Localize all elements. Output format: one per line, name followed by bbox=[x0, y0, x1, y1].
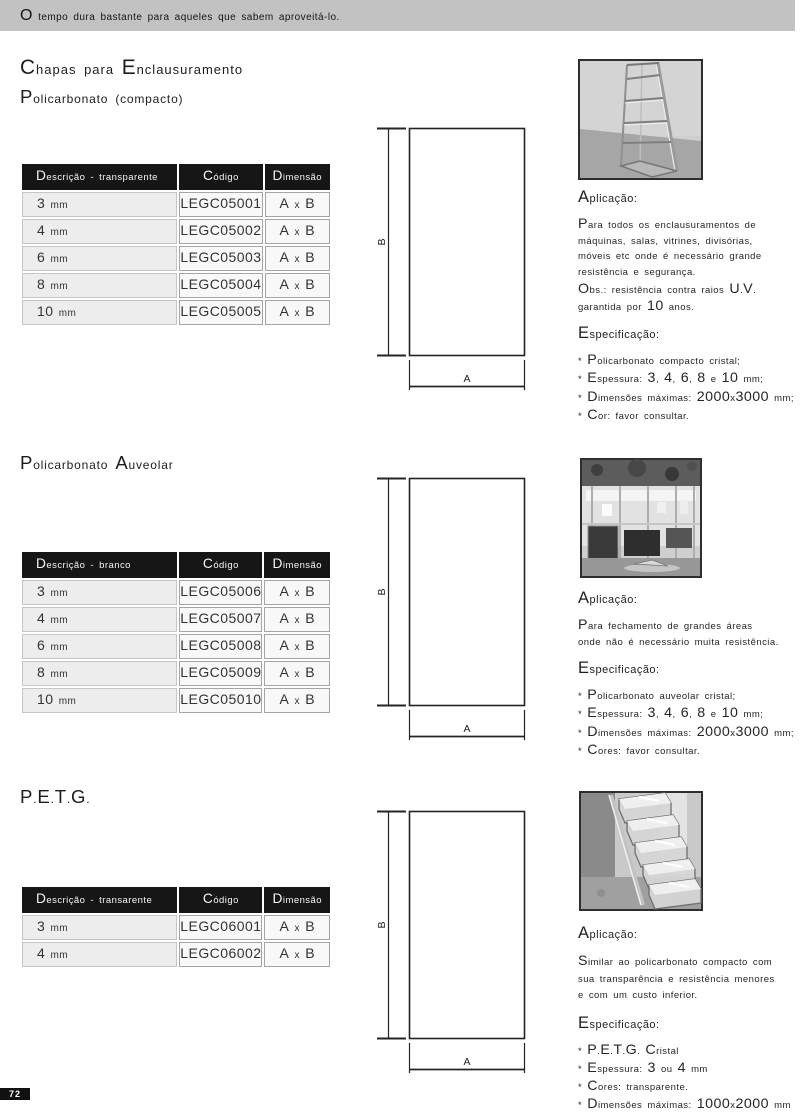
product-photo-enclosure bbox=[580, 458, 702, 578]
column-header-description: Descrição - branco bbox=[22, 552, 177, 578]
diagram-label-a: A bbox=[463, 373, 471, 385]
cell-description: 3 mm bbox=[22, 192, 177, 217]
cell-dimension: A x B bbox=[265, 192, 330, 217]
column-header-dimension: Dimensão bbox=[264, 552, 330, 578]
section-info-compacto bbox=[578, 188, 810, 425]
application-line: onde não é necessário muita resistência. bbox=[578, 636, 779, 648]
column-header-code: Código bbox=[179, 164, 262, 190]
table-header-row bbox=[22, 887, 330, 913]
application-title: Aplicação: bbox=[578, 188, 638, 206]
cell-code: LEGC05002 bbox=[179, 219, 262, 244]
cell-code: LEGC05006 bbox=[179, 580, 262, 605]
cell-code: LEGC05005 bbox=[179, 300, 262, 325]
cell-dimension: A x B bbox=[264, 634, 330, 659]
cell-code: LEGC05004 bbox=[179, 273, 262, 298]
dimension-diagram bbox=[370, 803, 530, 1078]
quote-bar bbox=[0, 0, 795, 31]
spec-item: * Espessura: 3, 4, 6, 8 e 10 mm; bbox=[578, 370, 764, 387]
cell-description: 10 mm bbox=[22, 688, 177, 713]
spec-item: * Dimensões máximas: 2000x3000 mm; bbox=[578, 723, 794, 740]
cell-description: 4 mm bbox=[22, 607, 177, 632]
column-header-description: Descrição - transarente bbox=[22, 887, 177, 913]
diagram-label-a: A bbox=[463, 1056, 471, 1068]
cell-description: 4 mm bbox=[22, 219, 177, 244]
product-table-petg bbox=[20, 885, 332, 969]
column-header-dimension: Dimensão bbox=[265, 164, 330, 190]
table-row bbox=[22, 661, 330, 686]
specification-title: Especificação: bbox=[578, 324, 660, 342]
application-line: sua transparência e resistência menores bbox=[578, 973, 775, 985]
spec-item: * Cores: favor consultar. bbox=[578, 741, 701, 758]
cell-dimension: A x B bbox=[264, 942, 330, 967]
diagram-label-b: B bbox=[376, 588, 388, 596]
cell-code: LEGC05010 bbox=[179, 688, 262, 713]
cell-code: LEGC05003 bbox=[179, 246, 262, 271]
product-photo-display-rack bbox=[578, 59, 703, 180]
section-heading-auveolar: Policarbonato Auveolar bbox=[20, 452, 174, 473]
cell-code: LEGC06002 bbox=[179, 942, 262, 967]
diagram-label-a: A bbox=[463, 723, 471, 735]
column-header-description: Descrição - transparente bbox=[22, 164, 177, 190]
spec-item: * Cor: favor consultar. bbox=[578, 406, 690, 423]
section-heading-compacto: Policarbonato (compacto) bbox=[20, 86, 184, 107]
cell-code: LEGC05001 bbox=[179, 192, 262, 217]
application-line: e com um custo inferior. bbox=[578, 990, 698, 1001]
table-row bbox=[22, 915, 330, 940]
table-row bbox=[22, 273, 330, 298]
product-photo-stacked-drawers bbox=[579, 791, 703, 911]
table-row bbox=[22, 219, 330, 244]
dimension-diagram bbox=[370, 470, 530, 745]
cell-description: 8 mm bbox=[22, 273, 177, 298]
table-row bbox=[22, 192, 330, 217]
note-line: garantida por 10 anos. bbox=[578, 297, 695, 314]
quote-text: O tempo dura bastante para aqueles que sabem aproveitá-lo. bbox=[20, 7, 340, 24]
specification-title: Especificação: bbox=[578, 1013, 660, 1032]
note-line: Obs.: resistência contra raios U.V. bbox=[578, 281, 757, 297]
page-title: Chapas para Enclausuramento bbox=[20, 56, 244, 79]
spec-item: * Espessura: 3, 4, 6, 8 e 10 mm; bbox=[578, 705, 764, 722]
section-info-auveolar bbox=[578, 589, 810, 760]
cell-description: 8 mm bbox=[22, 661, 177, 686]
cell-code: LEGC05007 bbox=[179, 607, 262, 632]
application-line: Similar ao policarbonato compacto com bbox=[578, 953, 773, 969]
cell-dimension: A x B bbox=[265, 273, 330, 298]
spec-item: * Cores: transparente. bbox=[578, 1078, 689, 1095]
spec-item: * Policarbonato auveolar cristal; bbox=[578, 687, 736, 703]
table-row bbox=[22, 246, 330, 271]
application-title: Aplicação: bbox=[578, 924, 638, 942]
page-number-badge: 72 bbox=[0, 1088, 30, 1100]
table-row bbox=[22, 580, 330, 605]
cell-code: LEGC05009 bbox=[179, 661, 262, 686]
cell-description: 10 mm bbox=[22, 300, 177, 325]
table-row bbox=[22, 688, 330, 713]
dimension-diagram bbox=[370, 120, 530, 395]
cell-dimension: A x B bbox=[265, 219, 330, 244]
application-title: Aplicação: bbox=[578, 589, 638, 607]
table-header-row bbox=[22, 552, 330, 578]
section-info-petg bbox=[578, 924, 810, 1115]
cell-dimension: A x B bbox=[265, 246, 330, 271]
application-line: máquinas, salas, vitrines, divisórias, bbox=[578, 235, 753, 247]
diagram-label-b: B bbox=[376, 921, 388, 929]
product-table-compacto bbox=[20, 162, 332, 327]
application-line: móveis etc onde é necessário grande bbox=[578, 251, 762, 262]
column-header-dimension: Dimensão bbox=[264, 887, 330, 913]
column-header-code: Código bbox=[179, 552, 262, 578]
cell-dimension: A x B bbox=[264, 661, 330, 686]
column-header-code: Código bbox=[179, 887, 262, 913]
application-line: Para fechamento de grandes áreas bbox=[578, 617, 753, 633]
cell-description: 4 mm bbox=[22, 942, 177, 967]
application-line: resistência e segurança. bbox=[578, 266, 696, 278]
cell-description: 3 mm bbox=[22, 580, 177, 605]
cell-description: 6 mm bbox=[22, 246, 177, 271]
table-row bbox=[22, 607, 330, 632]
cell-dimension: A x B bbox=[264, 915, 330, 940]
diagram-sheet-rect bbox=[410, 129, 525, 356]
table-row bbox=[22, 942, 330, 967]
spec-item: * P.E.T.G. Cristal bbox=[578, 1041, 679, 1058]
application-line: Para todos os enclausuramentos de bbox=[578, 216, 757, 232]
product-table-auveolar bbox=[20, 550, 332, 715]
table-row bbox=[22, 634, 330, 659]
cell-dimension: A x B bbox=[264, 580, 330, 605]
cell-description: 3 mm bbox=[22, 915, 177, 940]
cell-dimension: A x B bbox=[264, 607, 330, 632]
cell-description: 6 mm bbox=[22, 634, 177, 659]
cell-code: LEGC06001 bbox=[179, 915, 262, 940]
spec-item: * Dimensões máximas: 2000x3000 mm; bbox=[578, 388, 794, 405]
table-row bbox=[22, 300, 330, 325]
spec-item: * Policarbonato compacto cristal; bbox=[578, 352, 741, 368]
spec-item: * Dimensões máximas: 1000x2000 mm bbox=[578, 1096, 791, 1113]
spec-item: * Espessura: 3 ou 4 mm bbox=[578, 1059, 708, 1076]
table-header-row bbox=[22, 164, 330, 190]
cell-dimension: A x B bbox=[264, 688, 330, 713]
cell-dimension: A x B bbox=[265, 300, 330, 325]
cell-code: LEGC05008 bbox=[179, 634, 262, 659]
specification-title: Especificação: bbox=[578, 659, 660, 677]
section-heading-petg: P.E.T.G. bbox=[20, 786, 91, 807]
diagram-label-b: B bbox=[376, 238, 388, 246]
